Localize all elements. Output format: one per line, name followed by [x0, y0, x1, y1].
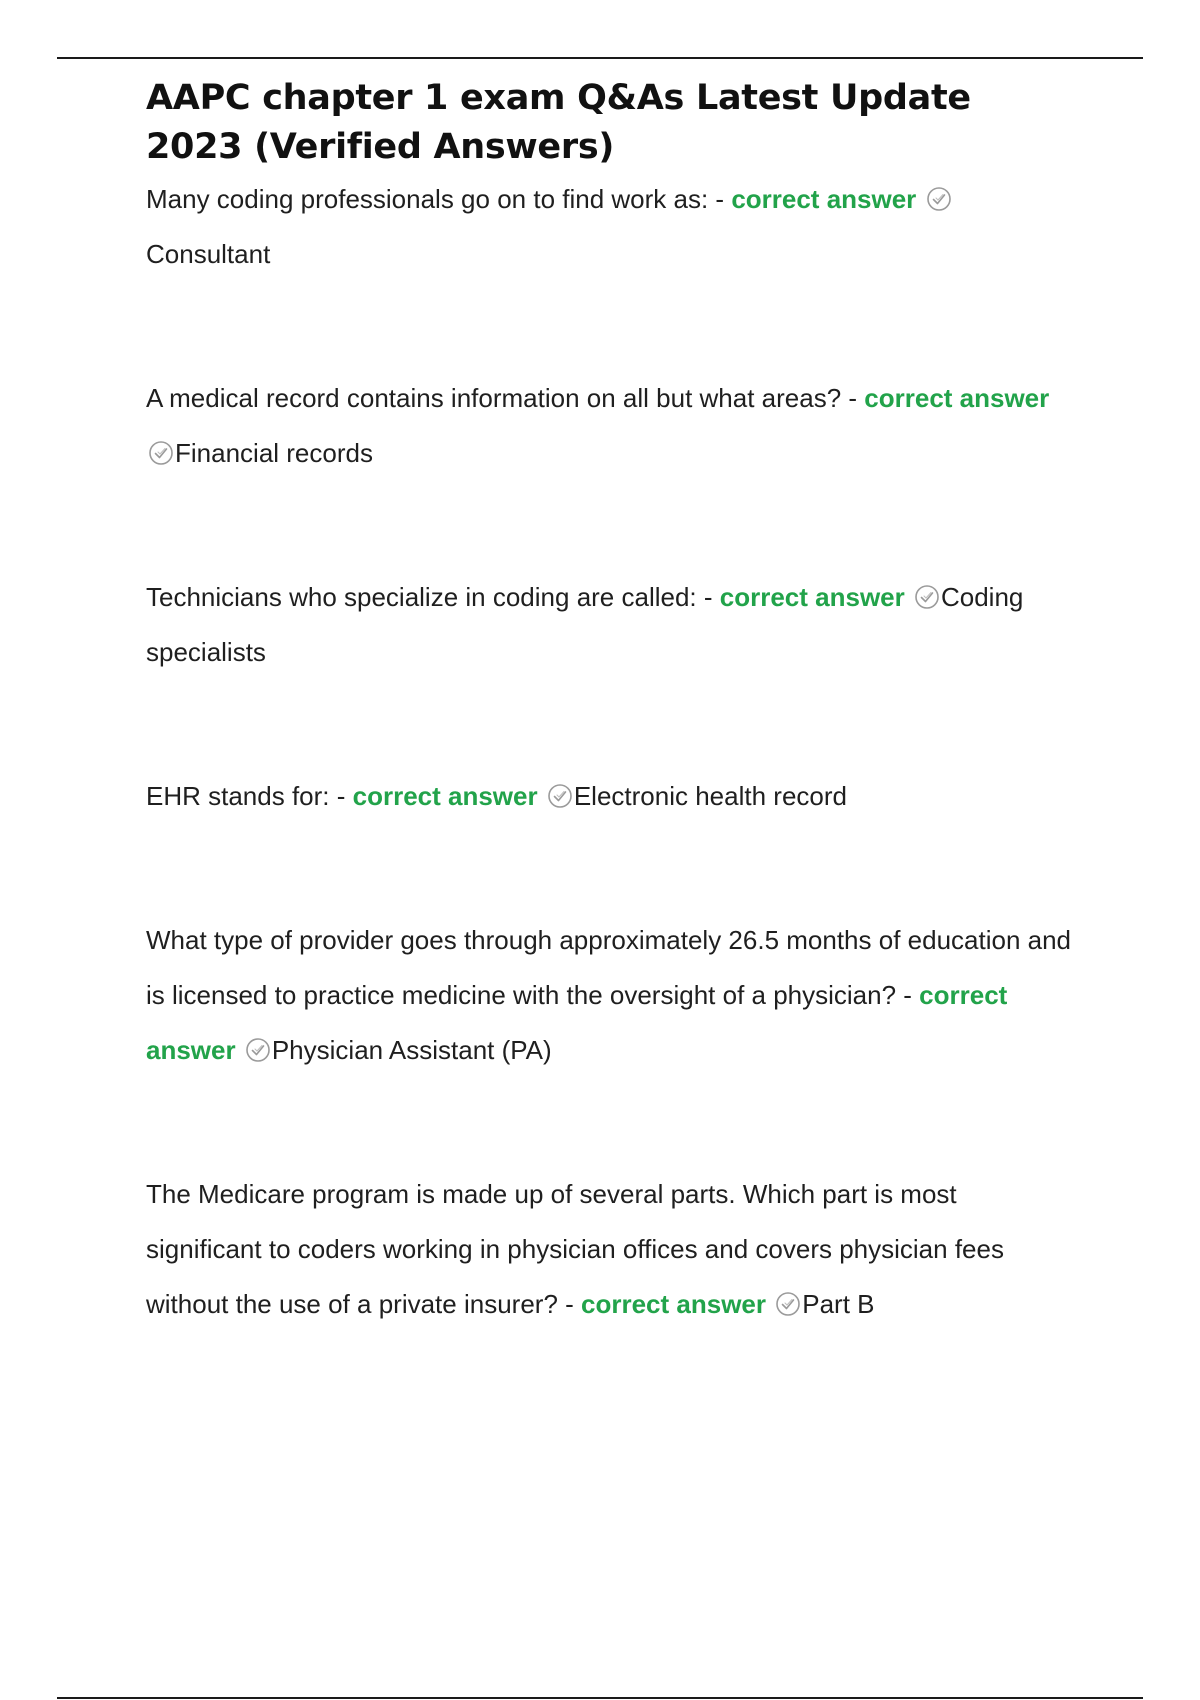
check-circle-icon: [914, 584, 940, 610]
correct-answer-label: correct answer: [581, 1289, 766, 1319]
correct-answer-label: correct answer: [146, 980, 1008, 1065]
question-text: EHR stands for:: [146, 781, 330, 811]
separator: -: [841, 383, 865, 413]
separator: -: [557, 1289, 582, 1319]
separator: -: [696, 582, 720, 612]
question-text: What type of provider goes through approximately 26.5 months of education and is licensed to practice medicine with the oversight of a physician?: [146, 925, 1072, 1010]
top-divider: [57, 57, 1143, 59]
answer-text: Consultant: [146, 239, 271, 269]
bottom-divider: [57, 1697, 1143, 1699]
question-text: Many coding professionals go on to find work as:: [146, 184, 709, 214]
answer-text: Coding specialists: [146, 582, 1024, 667]
correct-answer-label: correct answer: [352, 781, 538, 811]
question-text: The Medicare program is made up of several parts. Which part is most significant to coders working in physician offices and covers physician fees without the use of a private insurer?: [146, 1179, 1004, 1319]
answer-text: Part B: [802, 1289, 875, 1319]
correct-answer-label: correct answer: [731, 184, 917, 214]
qa-item: [146, 172, 1076, 282]
separator: -: [896, 980, 920, 1010]
correct-answer-label: correct answer: [864, 383, 1050, 413]
document-body: [146, 74, 1076, 1332]
document-title: AAPC chapter 1 exam Q&As Latest Update 2023 (Verified Answers): [146, 78, 971, 167]
qa-item: [146, 371, 1076, 481]
qa-item: [146, 769, 1076, 824]
check-circle-icon: [547, 783, 573, 809]
qa-item: [146, 570, 1076, 680]
correct-answer-label: correct answer: [719, 582, 905, 612]
check-circle-icon: [926, 186, 952, 212]
answer-text: Financial records: [175, 438, 373, 468]
answer-text: Electronic health record: [573, 781, 847, 811]
question-text: A medical record contains information on all but what areas?: [146, 383, 842, 413]
qa-item: [146, 1167, 1076, 1332]
check-circle-icon: [148, 440, 174, 466]
qa-item: [146, 913, 1076, 1078]
check-circle-icon: [245, 1037, 271, 1063]
check-circle-icon: [775, 1291, 801, 1317]
answer-text: Physician Assistant (PA): [271, 1035, 552, 1065]
question-text: Technicians who specialize in coding are called:: [146, 582, 697, 612]
separator: -: [329, 781, 353, 811]
separator: -: [708, 184, 732, 214]
